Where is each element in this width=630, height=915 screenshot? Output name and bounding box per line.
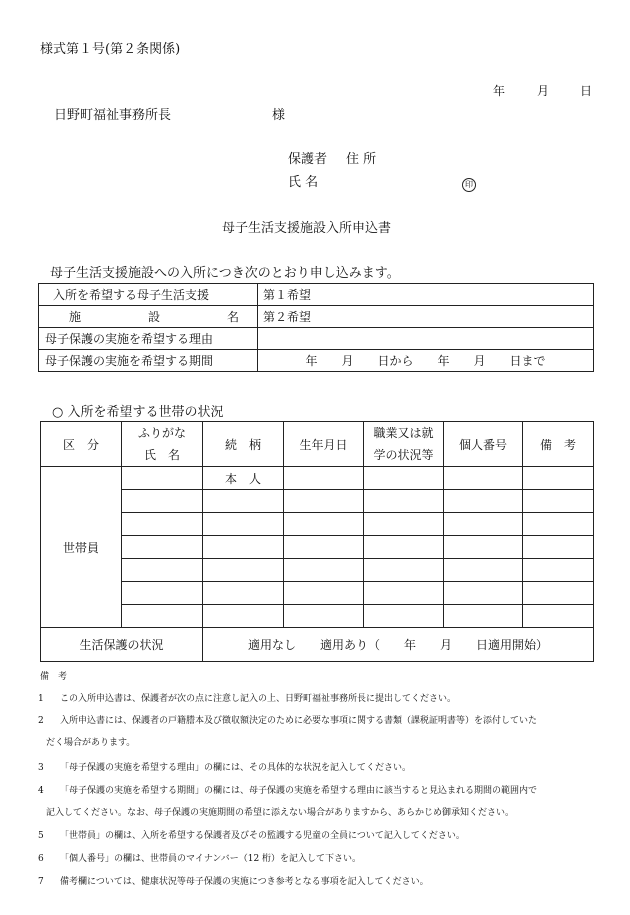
name-label: 氏 名 — [288, 175, 319, 190]
member-row — [41, 536, 594, 559]
facility-label-line1: 入所を希望する母子生活支援 — [39, 284, 258, 306]
member-cell — [284, 467, 364, 490]
header-occupation: 職業又は就 学の状況等 — [364, 422, 444, 467]
addressee-honorific: 様 — [272, 108, 286, 123]
household-table — [40, 421, 594, 662]
note-item: 3 「母子保護の実施を希望する理由」の欄には、その具体的な状況を記入してください。 — [38, 763, 412, 773]
member-row — [41, 513, 594, 536]
choice2-cell: 第２希望 — [258, 306, 594, 328]
addressee-name: 日野町福祉事務所長 — [54, 108, 172, 123]
period-label: 母子保護の実施を希望する期間 — [39, 350, 258, 372]
form-number: 様式第１号(第２条関係) — [40, 42, 181, 57]
application-table — [38, 283, 594, 372]
date-month: 月 — [537, 84, 550, 98]
member-row — [41, 559, 594, 582]
choice1-cell: 第１希望 — [258, 284, 594, 306]
intro-text: 母子生活支援施設への入所につき次のとおり申し込みます。 — [50, 266, 400, 281]
member-row — [41, 605, 594, 628]
member-cell — [444, 467, 523, 490]
note-item: 6 「個人番号」の欄は、世帯員のマイナンバー（12 桁）を記入して下さい。 — [38, 854, 362, 864]
facility-label-line2: 施 設 名 — [39, 306, 258, 328]
header-relation: 続 柄 — [203, 422, 284, 467]
member-row — [41, 490, 594, 513]
note-item: 2 入所申込書には、保護者の戸籍謄本及び徴収額決定のために必要な事項に関する書類（課税証明書等）を添付していた — [38, 716, 538, 726]
member-cell — [523, 467, 594, 490]
reason-label: 母子保護の実施を希望する理由 — [39, 328, 258, 350]
note-item: 1 この入所申込書は、保護者が次の点に注意し記入の上、日野町福祉事務所長に提出してください。 — [38, 694, 457, 704]
address-label: 住 所 — [346, 152, 377, 167]
period-value: 年 月 日から 年 月 日まで — [258, 350, 594, 372]
note-item: 7 備考欄については、健康状況等母子保護の実施につき参考となる事項を記入してください。 — [38, 877, 429, 887]
date-year: 年 — [493, 84, 506, 98]
note-item-continued: だく場合があります。 — [46, 738, 136, 748]
reason-value — [258, 328, 594, 350]
header-id-number: 個人番号 — [444, 422, 523, 467]
member-row — [41, 582, 594, 605]
note-item: 5 「世帯員」の欄は、入所を希望する保護者及びその監護する児童の全員について記入してください。 — [38, 831, 465, 841]
header-category: 区 分 — [41, 422, 122, 467]
household-members-label: 世帯員 — [41, 467, 122, 628]
guardian-label: 保護者 — [288, 152, 328, 167]
notes-title: 備 考 — [40, 672, 68, 682]
member-cell — [122, 467, 203, 490]
date-day: 日 — [580, 84, 593, 98]
note-item-continued: 記入してください。なお、母子保護の実施期間の希望に添えない場合がありますから、あらかじめ御承知ください。 — [46, 808, 515, 818]
note-item: 4 「母子保護の実施を希望する期間」の欄には、母子保護の実施を希望する理由に該当すると見込まれる期間の範囲内で — [38, 786, 538, 796]
header-remarks: 備 考 — [523, 422, 594, 467]
welfare-value: 適用なし 適用あり（ 年 月 日適用開始） — [203, 628, 594, 662]
header-furigana-name: ふりがな 氏 名 — [122, 422, 203, 467]
header-birth: 生年月日 — [284, 422, 364, 467]
section2-title: ○ 入所を希望する世帯の状況 — [52, 405, 224, 420]
document-title: 母子生活支援施設入所申込書 — [222, 221, 392, 236]
seal-icon: 印 — [462, 172, 476, 192]
self-relation-cell: 本 人 — [203, 467, 284, 490]
welfare-label: 生活保護の状況 — [41, 628, 203, 662]
member-cell — [364, 467, 444, 490]
